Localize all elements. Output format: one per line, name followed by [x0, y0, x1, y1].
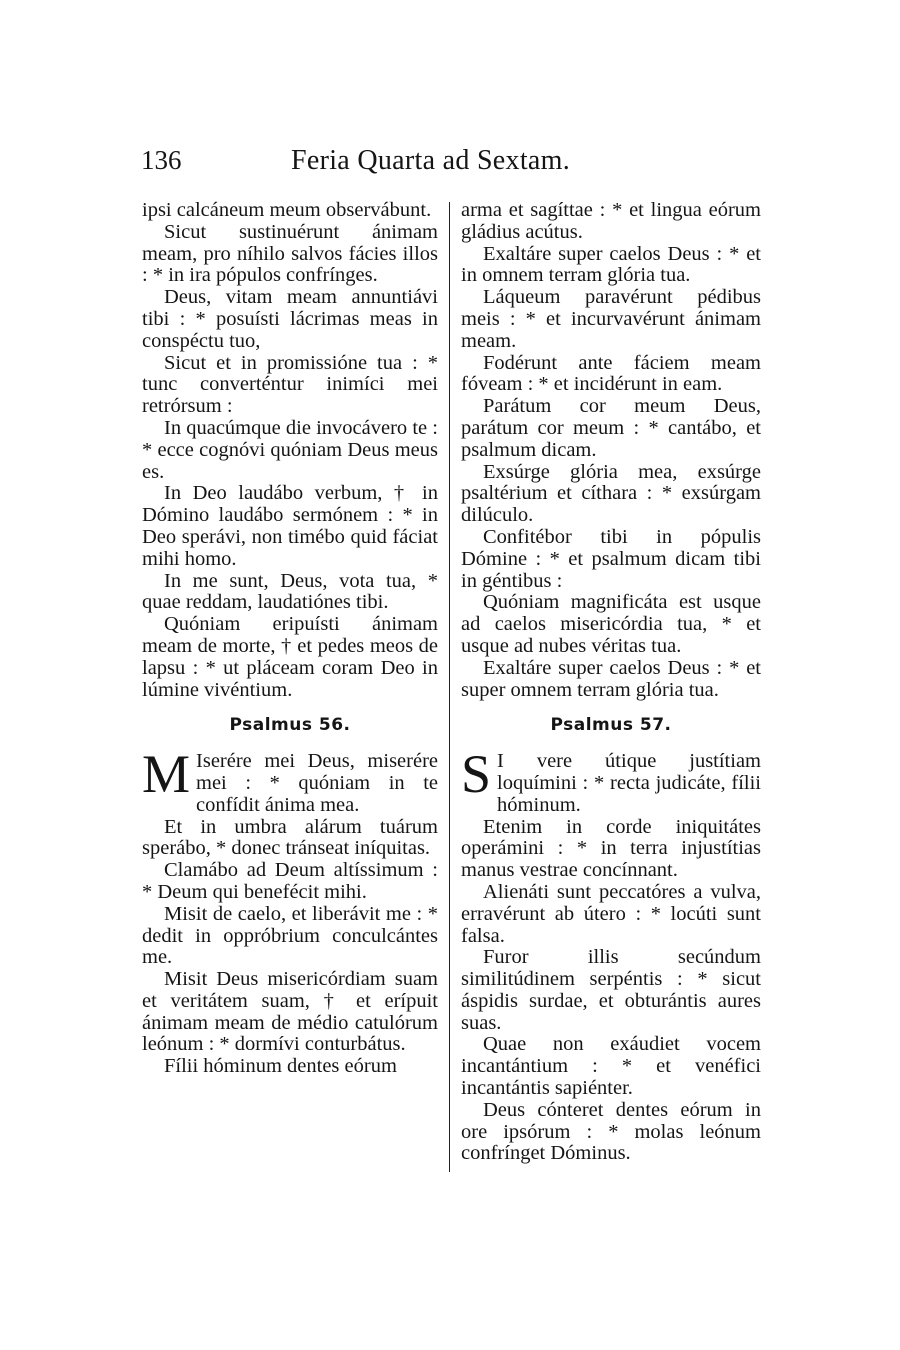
- page-number: 136: [141, 145, 182, 175]
- verse: Parátum cor meum Deus, parátum cor meum : * cantábo, et psalmum dicam.: [461, 395, 761, 461]
- drop-cap: M: [142, 744, 191, 805]
- verse: Sicut sustinuérunt ánimam meam, pro níhilo salvos fácies illos : * in ira pópulos confrínges.: [142, 220, 438, 287]
- page-title: Feria Quarta ad Sextam.: [291, 145, 571, 176]
- verse: In quacúmque die invocávero te : * ecce cognóvi quóniam Deus meus es.: [142, 416, 438, 483]
- verse: Quóniam eripuísti ánimam meam de morte, † et pedes meos de lapsu : * ut pláceam coram Deo in lúmine vivéntium.: [142, 613, 438, 701]
- drop-cap: S: [461, 744, 492, 805]
- verse: Exaltáre super caelos Deus : * et in omnem terram glória tua.: [461, 242, 761, 287]
- left-column: [142, 200, 438, 1078]
- verse: Alienáti sunt peccatóres a vulva, erravérunt ab útero : * locúti sunt falsa.: [461, 880, 761, 947]
- running-head: [141, 145, 761, 185]
- psalm-title: Psalmus 57.: [550, 715, 672, 736]
- verse: Exsúrge glória mea, exsúrge psaltérium et cíthara : * exsúrgam dilúculo.: [461, 460, 761, 527]
- verse: Fodérunt ante fáciem meam fóveam : * et incidérunt in eam.: [461, 351, 761, 396]
- column-divider: [449, 202, 450, 1172]
- verse: In me sunt, Deus, vota tua, * quae reddam, laudatiónes tibi.: [142, 569, 438, 614]
- verse: Deus cónteret dentes eórum in ore ipsórum : * molas leónum confrínget Dóminus.: [461, 1098, 761, 1165]
- verse: ipsi calcáneum meum observábunt.: [142, 199, 432, 221]
- verse: Quóniam magnificáta est usque ad caelos misericórdia tua, * et usque ad nubes véritas tua.: [461, 591, 761, 657]
- right-column: [461, 200, 761, 1165]
- verse: Et in umbra alárum tuárum sperábo, * donec tránseat iníquitas.: [142, 815, 438, 860]
- verse: Quae non exáudiet vocem incantántium : * et venéfici incantántis sapiénter.: [461, 1033, 761, 1100]
- verse: In Deo laudábo verbum, † in Dómino laudábo sermónem : * in Deo sperávi, non timébo quid fáciat mihi homo.: [142, 482, 438, 570]
- first-verse: [461, 744, 761, 816]
- first-verse: [142, 744, 438, 816]
- verse: Fílii hóminum dentes eórum: [164, 1055, 397, 1078]
- verse: Exaltáre super caelos Deus : * et super omnem terram glória tua.: [461, 656, 761, 701]
- verse: Láqueum paravérunt pédibus meis : * et incurvavérunt ánimam meam.: [461, 286, 761, 352]
- verse: Etenim in corde iniquitátes operámini : * in terra injustítias manus vestrae concínnant.: [461, 815, 761, 882]
- verse: Misit Deus misericórdiam suam et veritátem suam, † et erípuit ánimam meam de médio catulórum leónum : * dormívi conturbátus.: [142, 968, 438, 1056]
- verse: Clamábo ad Deum altíssimum : * Deum qui benefécit mihi.: [142, 859, 438, 903]
- first-verse-text: I vere útique justítiam loquímini : * recta judicáte, fílii hóminum.: [497, 750, 761, 816]
- verse: arma et sagíttae : * et lingua eórum gládius acútus.: [461, 199, 761, 243]
- verse: Deus, vitam meam annuntiávi tibi : * posuísti lácrimas meas in conspéctu tuo,: [142, 286, 438, 352]
- first-verse-text: Iserére mei Deus, miserére mei : * quóniam in te confídit ánima mea.: [196, 750, 438, 816]
- verse: Furor illis secúndum similitúdinem serpéntis : * sicut áspidis surdae, et obturántis aures suas.: [461, 946, 761, 1034]
- verse: Confitébor tibi in pópulis Dómine : * et psalmum dicam tibi in géntibus :: [461, 525, 761, 592]
- verse: Misit de caelo, et liberávit me : * dedit in oppróbrium conculcántes me.: [142, 902, 438, 969]
- psalm-title: Psalmus 56.: [229, 715, 351, 736]
- verse: Sicut et in promissióne tua : * tunc converténtur inimíci mei retrórsum :: [142, 351, 438, 418]
